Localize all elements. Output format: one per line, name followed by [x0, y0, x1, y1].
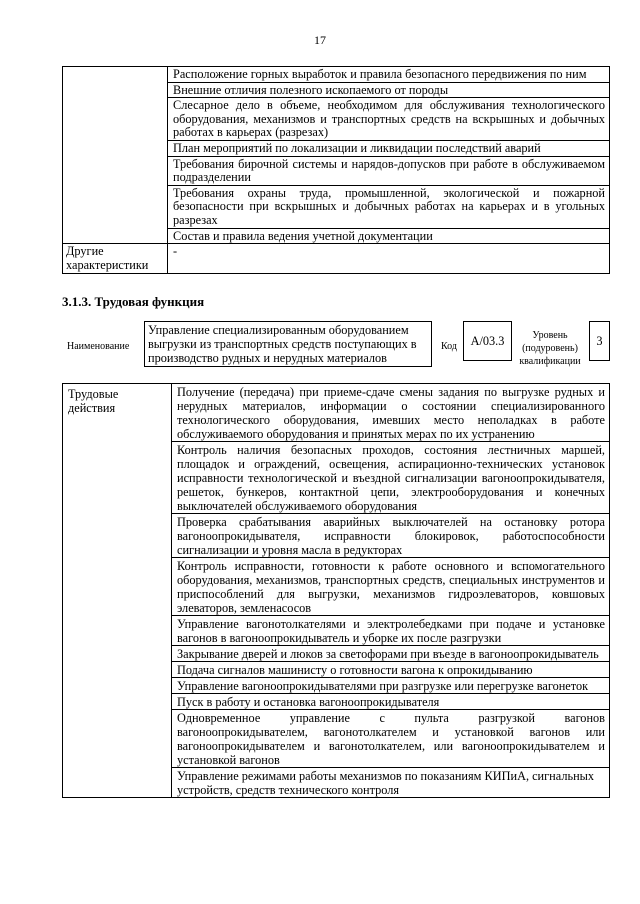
- knowledge-item: Расположение горных выработок и правила безопасного передвижения по ним: [168, 67, 610, 83]
- knowledge-item: Требования охраны труда, промышленной, экологической и пожарной безопасности при вскрышных и добычных работах на карьерах и в угольных разрезах: [168, 185, 610, 228]
- knowledge-item: План мероприятий по локализации и ликвидации последствий аварий: [168, 140, 610, 156]
- knowledge-item: Внешние отличия полезного ископаемого от породы: [168, 82, 610, 98]
- labor-action-item: Закрывание дверей и люков за светофорами при въезде в вагоноопрокидыватель: [172, 646, 610, 662]
- labor-actions-label: Трудовые действия: [63, 384, 172, 798]
- other-characteristics-label: Другие характеристики: [63, 244, 168, 274]
- labor-action-item: Проверка срабатывания аварийных выключателей на остановку ротора вагоноопрокидывателя, исправности блокировок, работоспособности сигнализации и уровня масла в редукторах: [172, 514, 610, 558]
- knowledge-item: Состав и правила ведения учетной документации: [168, 228, 610, 244]
- function-code-label: Код: [441, 341, 457, 352]
- labor-actions-table: [62, 383, 610, 798]
- labor-action-item: Одновременное управление с пульта разгрузкой вагонов вагоноопрокидывателем, вагонотолкателем и установкой вагонов или вагоноопрокидывателем и вагонотолкателем, или вагоноопрокидывателем и установкой вагонов: [172, 710, 610, 768]
- table-row: [63, 67, 610, 83]
- table-row: [63, 244, 610, 274]
- function-name-label: Наименование: [67, 341, 130, 352]
- qualification-level-value: 3: [589, 321, 610, 361]
- labor-action-item: Контроль исправности, готовности к работе основного и вспомогательного оборудования, механизмов, транспортных средств, специальных инструментов и приспособлений для выгрузки, механизмов гидроэлеваторов, ковшовых элеваторов, земленасосов: [172, 558, 610, 616]
- table-row: [63, 384, 610, 442]
- knowledge-table: [62, 66, 610, 274]
- function-code-value: А/03.3: [463, 321, 512, 361]
- labor-action-item: Получение (передача) при приеме-сдаче смены задания по выгрузке рудных и нерудных материалов, информации о состоянии специализированного технологического оборудования, имевших место неполадках в работе обслуживаемого оборудования и принятых мерах по их устранению: [172, 384, 610, 442]
- label-cell-empty: [63, 67, 168, 244]
- labor-action-item: Контроль наличия безопасных проходов, состояния лестничных маршей, площадок и ограждений, освещения, аспирационно-технических установок исправности технологической и въездной сигнализации вагоноопрокидывателя, решеток, бункеров, контактной цепи, электрооборудования и конечных выключателей обслуживаемого оборудования: [172, 442, 610, 514]
- knowledge-item: Слесарное дело в объеме, необходимом для обслуживания технологического оборудования, механизмов и транспортных средств на вскрышных и добычных работах в карьерах (разрезах): [168, 98, 610, 141]
- labor-action-item: Управление вагоноопрокидывателями при разгрузке или перегрузке вагонеток: [172, 678, 610, 694]
- section-title: 3.1.3. Трудовая функция: [62, 294, 205, 309]
- labor-action-item: Подача сигналов машинисту о готовности вагона к опрокидыванию: [172, 662, 610, 678]
- qualification-level-label: Уровень (подуровень) квалификации: [519, 330, 581, 367]
- function-name-value: Управление специализированным оборудованием выгрузки из транспортных средств поступающих в производство рудных и нерудных материалов: [144, 321, 432, 367]
- labor-action-item: Управление вагонотолкателями и электролебедками при подаче и установке вагонов в вагоноопрокидыватель и уборке их после разгрузки: [172, 616, 610, 646]
- other-characteristics-value: -: [168, 244, 610, 274]
- labor-action-item: Пуск в работу и остановка вагоноопрокидывателя: [172, 694, 610, 710]
- page-number: 17: [314, 33, 326, 47]
- labor-action-item: Управление режимами работы механизмов по показаниям КИПиА, сигнальных устройств, средств технического контроля: [172, 768, 610, 798]
- knowledge-item: Требования бирочной системы и нарядов-допусков при работе в обслуживаемом подразделении: [168, 156, 610, 185]
